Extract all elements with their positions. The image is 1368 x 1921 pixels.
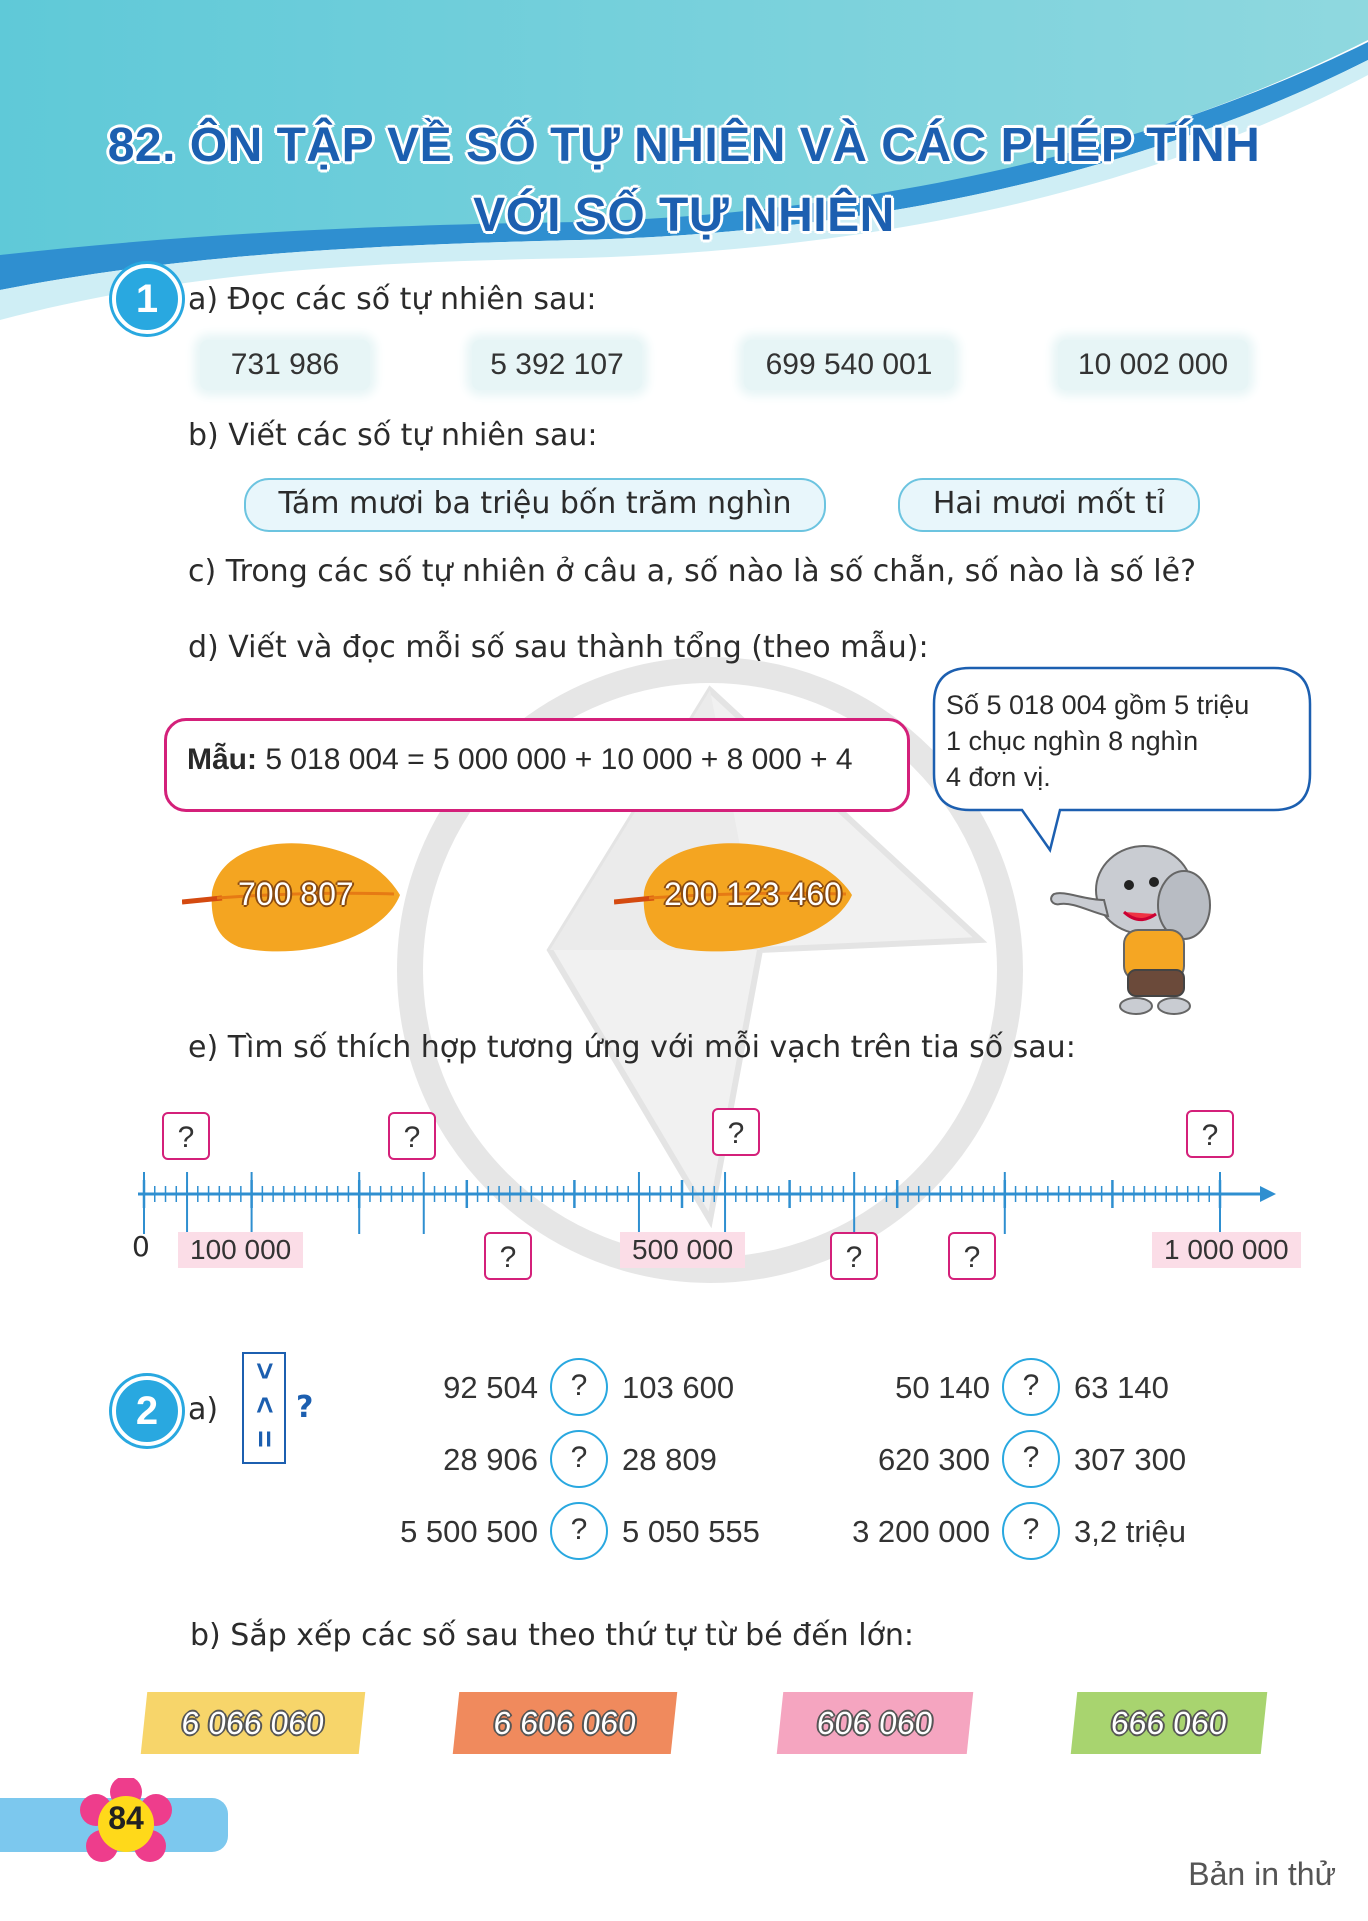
lesson-title-line-1: 82. ÔN TẬP VỀ SỐ TỰ NHIÊN VÀ CÁC PHÉP TÍNH [107, 119, 1261, 172]
bubble-line-3: 4 đơn vị. [946, 762, 1051, 792]
compare-answer-circle[interactable]: ? [1002, 1502, 1060, 1560]
equals-symbol: = [248, 1430, 281, 1448]
number-chip-2: 5 392 107 [472, 340, 642, 390]
sort-number-3: 606 060 [777, 1692, 974, 1754]
lesson-title-line-2: VỚI SỐ TỰ NHIÊN [473, 189, 895, 242]
sample-label: Mẫu: [187, 743, 257, 776]
exercise-1-badge: 1 [112, 264, 182, 334]
comparison-question-mark: ? [296, 1390, 314, 1425]
leaf-number-2: 200 123 460 [664, 876, 842, 912]
greater-than-symbol: > [248, 1362, 281, 1380]
sort-number-4: 666 060 [1071, 1692, 1268, 1754]
compare-left-value: 3 200 000 [852, 1514, 990, 1549]
compare-right-value: 5 050 555 [622, 1514, 760, 1549]
compare-right-value: 3,2 triệu [1074, 1514, 1187, 1549]
compare-right-value: 103 600 [622, 1370, 735, 1405]
page-number: 84 [108, 1800, 144, 1836]
comparison-symbols-box [242, 1352, 286, 1464]
compare-right-value: 307 300 [1074, 1442, 1187, 1477]
exercise-1a-prompt: a) Đọc các số tự nhiên sau: [188, 282, 597, 317]
exercise-1c-prompt: c) Trong các số tự nhiên ở câu a, số nào là số chẵn, số nào là số lẻ? [188, 554, 1197, 589]
compare-right-value: 63 140 [1074, 1370, 1169, 1405]
compare-answer-circle[interactable]: ? [1002, 1358, 1060, 1416]
number-line-unknown-box[interactable]: ? [162, 1112, 210, 1160]
draft-print-note: Bản in thử [1188, 1856, 1336, 1892]
number-line-unknown-box[interactable]: ? [830, 1232, 878, 1280]
compare-answer-circle[interactable]: ? [550, 1502, 608, 1560]
tick-label-100000: 100 000 [178, 1232, 303, 1268]
less-than-symbol: < [248, 1396, 281, 1414]
sort-number-2: 6 606 060 [453, 1692, 678, 1754]
compare-right-value: 28 809 [622, 1442, 717, 1477]
exercise-2b-prompt: b) Sắp xếp các số sau theo thứ tự từ bé đến lớn: [190, 1618, 915, 1653]
tick-label-500000: 500 000 [620, 1232, 745, 1268]
bubble-line-1: Số 5 018 004 gồm 5 triệu [946, 690, 1250, 720]
number-line-zero-label: 0 [132, 1230, 150, 1263]
compare-answer-circle[interactable]: ? [550, 1430, 608, 1488]
leaf-number-1: 700 807 [238, 876, 354, 912]
number-line-unknown-box[interactable]: ? [388, 1112, 436, 1160]
sample-box [164, 718, 910, 812]
exercise-2a-prompt: a) [188, 1392, 219, 1427]
sort-number-1: 6 066 060 [141, 1692, 366, 1754]
compare-answer-circle[interactable]: ? [550, 1358, 608, 1416]
phrase-pill-1: Tám mươi ba triệu bốn trăm nghìn [244, 478, 826, 532]
number-chip-3: 699 540 001 [744, 340, 954, 390]
sample-expression: 5 018 004 = 5 000 000 + 10 000 + 8 000 + 4 [265, 743, 853, 776]
number-chip-1: 731 986 [200, 340, 370, 390]
bubble-line-2: 1 chục nghìn 8 nghìn [946, 726, 1199, 756]
exercise-1b-prompt: b) Viết các số tự nhiên sau: [188, 418, 598, 453]
elephant-mascot-icon [1024, 830, 1214, 1020]
compare-left-value: 5 500 500 [400, 1514, 538, 1549]
number-line-unknown-box[interactable]: ? [484, 1232, 532, 1280]
compare-left-value: 92 504 [443, 1370, 538, 1405]
compare-left-value: 28 906 [443, 1442, 538, 1477]
number-line-unknown-box[interactable]: ? [948, 1232, 996, 1280]
compare-left-value: 620 300 [877, 1442, 990, 1477]
phrase-pill-2: Hai mươi mốt tỉ [898, 478, 1200, 532]
number-line-unknown-box[interactable]: ? [1186, 1110, 1234, 1158]
number-chip-4: 10 002 000 [1058, 340, 1248, 390]
exercise-1e-prompt: e) Tìm số thích hợp tương ứng với mỗi vạch trên tia số sau: [188, 1030, 1076, 1065]
number-line-unknown-box[interactable]: ? [712, 1108, 760, 1156]
compare-answer-circle[interactable]: ? [1002, 1430, 1060, 1488]
number-line-arrow-icon [1260, 1186, 1276, 1202]
tick-label-1000000: 1 000 000 [1152, 1232, 1301, 1268]
exercise-1d-prompt: d) Viết và đọc mỗi số sau thành tổng (theo mẫu): [188, 630, 929, 665]
compare-left-value: 50 140 [895, 1370, 990, 1405]
exercise-2-badge: 2 [112, 1376, 182, 1446]
